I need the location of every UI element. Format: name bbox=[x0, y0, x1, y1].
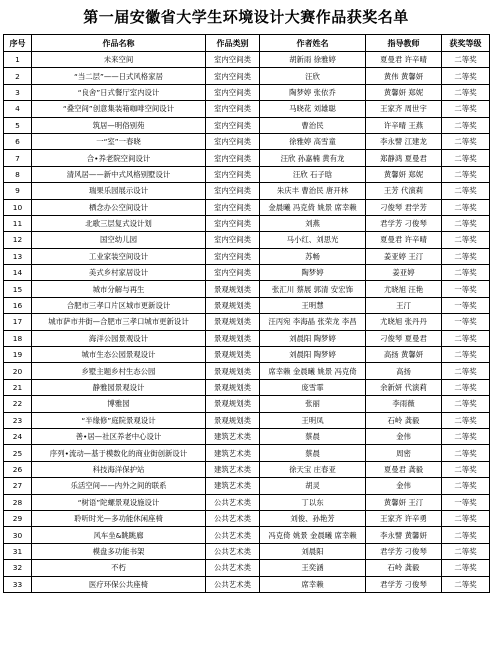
cell-authors: 苏畅 bbox=[260, 248, 366, 264]
table-row bbox=[4, 494, 490, 510]
table-row bbox=[4, 412, 490, 428]
table-row bbox=[4, 265, 490, 281]
cell-number: 8 bbox=[4, 166, 32, 182]
cell-work-name: 栖念办公空间设计 bbox=[32, 199, 206, 215]
cell-award-level: 一等奖 bbox=[442, 314, 490, 330]
cell-award-level: 二等奖 bbox=[442, 150, 490, 166]
cell-authors: 刘晨阳 bbox=[260, 543, 366, 559]
cell-advisors: 黄馨妍 郑妮 bbox=[366, 166, 442, 182]
cell-authors: 冯克倚 姚景 金晨曦 席幸赖 bbox=[260, 527, 366, 543]
cell-authors: 刘晨阳 陶梦婷 bbox=[260, 347, 366, 363]
cell-category: 室内空间类 bbox=[206, 68, 260, 84]
table-row bbox=[4, 379, 490, 395]
cell-work-name: “良舍”日式餐厅室内设计 bbox=[32, 84, 206, 100]
cell-number: 25 bbox=[4, 445, 32, 461]
table-row bbox=[4, 314, 490, 330]
cell-number: 29 bbox=[4, 510, 32, 526]
cell-award-level: 二等奖 bbox=[442, 215, 490, 231]
cell-authors: 汪欣 孙嘉楠 黄有龙 bbox=[260, 150, 366, 166]
table-row bbox=[4, 445, 490, 461]
cell-work-name: 医疗环保公共座椅 bbox=[32, 576, 206, 592]
cell-authors: 胡新雨 徐雅婷 bbox=[260, 52, 366, 68]
table-row bbox=[4, 117, 490, 133]
cell-category: 室内空间类 bbox=[206, 133, 260, 149]
table-row bbox=[4, 576, 490, 592]
cell-authors: 张汇川 蔡展 郭清 安宏饰 bbox=[260, 281, 366, 297]
cell-work-name: 模盘多功能书架 bbox=[32, 543, 206, 559]
table-row bbox=[4, 68, 490, 84]
cell-award-level: 二等奖 bbox=[442, 199, 490, 215]
cell-work-name: 未来空间 bbox=[32, 52, 206, 68]
cell-advisors: 夏曼君 许辛晴 bbox=[366, 52, 442, 68]
cell-category: 公共艺术类 bbox=[206, 510, 260, 526]
cell-work-name: 城市萨市井街—合肥市三孝口城市更新设计 bbox=[32, 314, 206, 330]
cell-number: 21 bbox=[4, 379, 32, 395]
cell-category: 室内空间类 bbox=[206, 232, 260, 248]
cell-advisors: 王汀 bbox=[366, 297, 442, 313]
cell-authors: 徐雅婷 高雪童 bbox=[260, 133, 366, 149]
cell-category: 室内空间类 bbox=[206, 183, 260, 199]
cell-number: 7 bbox=[4, 150, 32, 166]
cell-award-level: 二等奖 bbox=[442, 363, 490, 379]
cell-number: 18 bbox=[4, 330, 32, 346]
cell-award-level: 二等奖 bbox=[442, 166, 490, 182]
cell-number: 15 bbox=[4, 281, 32, 297]
cell-advisors: 李永譬 黄馨妍 bbox=[366, 527, 442, 543]
cell-work-name: 科技海洋保护站 bbox=[32, 461, 206, 477]
cell-authors: 徐天宝 庄春亚 bbox=[260, 461, 366, 477]
cell-category: 室内空间类 bbox=[206, 265, 260, 281]
cell-work-name: 风车坐&眺眺廊 bbox=[32, 527, 206, 543]
cell-award-level: 二等奖 bbox=[442, 560, 490, 576]
cell-advisors: 金伟 bbox=[366, 478, 442, 494]
cell-category: 建筑艺术类 bbox=[206, 445, 260, 461]
table-row bbox=[4, 461, 490, 477]
cell-work-name: 美式乡村家居设计 bbox=[32, 265, 206, 281]
cell-category: 建筑艺术类 bbox=[206, 428, 260, 444]
cell-authors: 陶梦婷 张依乔 bbox=[260, 84, 366, 100]
cell-award-level: 二等奖 bbox=[442, 379, 490, 395]
cell-category: 景观规划类 bbox=[206, 363, 260, 379]
cell-advisors: 高扬 黄馨妍 bbox=[366, 347, 442, 363]
header-work-name: 作品名称 bbox=[32, 35, 206, 52]
cell-award-level: 二等奖 bbox=[442, 183, 490, 199]
cell-work-name: 静雅园景观设计 bbox=[32, 379, 206, 395]
cell-work-name: “叠空间”创意集装箱咖啡空间设计 bbox=[32, 101, 206, 117]
cell-work-name: 不朽 bbox=[32, 560, 206, 576]
header-category: 作品类别 bbox=[206, 35, 260, 52]
cell-award-level: 二等奖 bbox=[442, 510, 490, 526]
cell-award-level: 二等奖 bbox=[442, 543, 490, 559]
cell-work-name: 一“室”一春晓 bbox=[32, 133, 206, 149]
cell-advisors: 王家齐 周世宇 bbox=[366, 101, 442, 117]
table-row bbox=[4, 101, 490, 117]
cell-advisors: 石岭 龚毅 bbox=[366, 412, 442, 428]
cell-award-level: 二等奖 bbox=[442, 396, 490, 412]
cell-advisors: 刁俊琴 夏曼君 bbox=[366, 330, 442, 346]
cell-award-level: 二等奖 bbox=[442, 232, 490, 248]
cell-advisors: 王芳 代演莉 bbox=[366, 183, 442, 199]
cell-category: 景观规划类 bbox=[206, 379, 260, 395]
cell-advisors: 许辛晴 王燕 bbox=[366, 117, 442, 133]
cell-advisors: 姜亚婷 bbox=[366, 265, 442, 281]
cell-authors: 庞雪霏 bbox=[260, 379, 366, 395]
cell-number: 26 bbox=[4, 461, 32, 477]
cell-advisors: 李永譬 江建龙 bbox=[366, 133, 442, 149]
cell-category: 景观规划类 bbox=[206, 297, 260, 313]
cell-work-name: 乡墅主题乡村生态公园 bbox=[32, 363, 206, 379]
cell-advisors: 周密 bbox=[366, 445, 442, 461]
cell-award-level: 二等奖 bbox=[442, 527, 490, 543]
cell-number: 20 bbox=[4, 363, 32, 379]
cell-category: 建筑艺术类 bbox=[206, 461, 260, 477]
table-row bbox=[4, 166, 490, 182]
cell-advisors: 尤晓旭 汪艳 bbox=[366, 281, 442, 297]
cell-award-level: 二等奖 bbox=[442, 68, 490, 84]
cell-advisors: 金伟 bbox=[366, 428, 442, 444]
cell-number: 1 bbox=[4, 52, 32, 68]
cell-authors: 金晨曦 冯克倚 姚景 席幸赖 bbox=[260, 199, 366, 215]
table-row bbox=[4, 248, 490, 264]
cell-category: 公共艺术类 bbox=[206, 543, 260, 559]
cell-authors: 蔡晨 bbox=[260, 445, 366, 461]
cell-authors: 汪欣 bbox=[260, 68, 366, 84]
table-row bbox=[4, 84, 490, 100]
cell-category: 室内空间类 bbox=[206, 84, 260, 100]
cell-category: 景观规划类 bbox=[206, 396, 260, 412]
cell-number: 32 bbox=[4, 560, 32, 576]
cell-work-name: 工业家装空间设计 bbox=[32, 248, 206, 264]
header-award-level: 获奖等级 bbox=[442, 35, 490, 52]
cell-number: 27 bbox=[4, 478, 32, 494]
cell-category: 景观规划类 bbox=[206, 347, 260, 363]
cell-number: 9 bbox=[4, 183, 32, 199]
cell-work-name: 善•居—社区养老中心设计 bbox=[32, 428, 206, 444]
table-row bbox=[4, 330, 490, 346]
cell-authors: 汪欣 石子晗 bbox=[260, 166, 366, 182]
cell-advisors: 君学芳 刁俊琴 bbox=[366, 543, 442, 559]
cell-work-name: “当二层”——日式风格家居 bbox=[32, 68, 206, 84]
cell-work-name: 筑居—明俗别苑 bbox=[32, 117, 206, 133]
cell-work-name: 序列•流动—基于模数化的商业街创新设计 bbox=[32, 445, 206, 461]
cell-number: 6 bbox=[4, 133, 32, 149]
cell-category: 景观规划类 bbox=[206, 314, 260, 330]
cell-award-level: 二等奖 bbox=[442, 330, 490, 346]
table-row bbox=[4, 478, 490, 494]
cell-number: 12 bbox=[4, 232, 32, 248]
cell-advisors: 郑静鸿 夏曼君 bbox=[366, 150, 442, 166]
table-row bbox=[4, 215, 490, 231]
document-title: 第一届安徽省大学生环境设计大赛作品获奖名单 bbox=[83, 8, 409, 26]
cell-number: 30 bbox=[4, 527, 32, 543]
table-row bbox=[4, 543, 490, 559]
cell-authors: 席幸赖 金晨曦 姚景 冯克倚 bbox=[260, 363, 366, 379]
cell-number: 5 bbox=[4, 117, 32, 133]
header-advisors: 指导教师 bbox=[366, 35, 442, 52]
cell-work-name: 合•养老院空间设计 bbox=[32, 150, 206, 166]
cell-authors: 汪丙宛 李海晶 张荣龙 李昌 bbox=[260, 314, 366, 330]
cell-work-name: 博雅园 bbox=[32, 396, 206, 412]
cell-award-level: 二等奖 bbox=[442, 461, 490, 477]
table-row bbox=[4, 363, 490, 379]
cell-work-name: 北歌三层复式设计划 bbox=[32, 215, 206, 231]
cell-advisors: 王家齐 许辛勇 bbox=[366, 510, 442, 526]
cell-advisors: 君学芳 刁俊琴 bbox=[366, 215, 442, 231]
cell-award-level: 二等奖 bbox=[442, 52, 490, 68]
table-row bbox=[4, 150, 490, 166]
cell-work-name: 聆听时光—多功能休闲座椅 bbox=[32, 510, 206, 526]
cell-authors: 王奕涵 bbox=[260, 560, 366, 576]
cell-authors: 张丽 bbox=[260, 396, 366, 412]
header-number: 序号 bbox=[4, 35, 32, 52]
cell-advisors: 夏曼君 龚毅 bbox=[366, 461, 442, 477]
cell-award-level: 二等奖 bbox=[442, 445, 490, 461]
cell-number: 31 bbox=[4, 543, 32, 559]
cell-number: 23 bbox=[4, 412, 32, 428]
cell-category: 室内空间类 bbox=[206, 248, 260, 264]
table-row bbox=[4, 199, 490, 215]
table-row bbox=[4, 560, 490, 576]
cell-category: 景观规划类 bbox=[206, 281, 260, 297]
cell-number: 22 bbox=[4, 396, 32, 412]
cell-work-name: 城市生态公园景观设计 bbox=[32, 347, 206, 363]
cell-category: 室内空间类 bbox=[206, 150, 260, 166]
cell-number: 14 bbox=[4, 265, 32, 281]
cell-category: 景观规划类 bbox=[206, 330, 260, 346]
table-row bbox=[4, 281, 490, 297]
table-row bbox=[4, 428, 490, 444]
cell-authors: 刘晨阳 陶梦婷 bbox=[260, 330, 366, 346]
cell-award-level: 二等奖 bbox=[442, 117, 490, 133]
cell-work-name: 合肥市三孝口片区城市更新设计 bbox=[32, 297, 206, 313]
cell-category: 公共艺术类 bbox=[206, 576, 260, 592]
table-row bbox=[4, 232, 490, 248]
cell-advisors: 李雨薇 bbox=[366, 396, 442, 412]
cell-award-level: 二等奖 bbox=[442, 478, 490, 494]
table-header-row bbox=[4, 35, 490, 52]
cell-authors: 席幸赖 bbox=[260, 576, 366, 592]
cell-number: 4 bbox=[4, 101, 32, 117]
cell-authors: 马小红、刘思光 bbox=[260, 232, 366, 248]
cell-authors: 胡灵 bbox=[260, 478, 366, 494]
cell-advisors: 姜亚婷 王汀 bbox=[366, 248, 442, 264]
cell-advisors: 石岭 龚毅 bbox=[366, 560, 442, 576]
cell-advisors: 高扬 bbox=[366, 363, 442, 379]
cell-number: 10 bbox=[4, 199, 32, 215]
table-row bbox=[4, 133, 490, 149]
cell-work-name: 乐活空间——内外之间的联系 bbox=[32, 478, 206, 494]
cell-authors: 刘俊、孙艳芳 bbox=[260, 510, 366, 526]
cell-authors: 陶梦婷 bbox=[260, 265, 366, 281]
cell-number: 19 bbox=[4, 347, 32, 363]
cell-advisors: 君学芳 刁俊琴 bbox=[366, 576, 442, 592]
cell-authors: 蔡晨 bbox=[260, 428, 366, 444]
cell-number: 3 bbox=[4, 84, 32, 100]
cell-award-level: 二等奖 bbox=[442, 412, 490, 428]
cell-number: 13 bbox=[4, 248, 32, 264]
cell-award-level: 一等奖 bbox=[442, 297, 490, 313]
header-authors: 作者姓名 bbox=[260, 35, 366, 52]
cell-number: 17 bbox=[4, 314, 32, 330]
cell-advisors: 刁俊琴 君学芳 bbox=[366, 199, 442, 215]
cell-number: 11 bbox=[4, 215, 32, 231]
cell-advisors: 尤晓旭 张丹丹 bbox=[366, 314, 442, 330]
cell-award-level: 一等奖 bbox=[442, 281, 490, 297]
cell-category: 室内空间类 bbox=[206, 117, 260, 133]
cell-award-level: 二等奖 bbox=[442, 265, 490, 281]
cell-category: 室内空间类 bbox=[206, 215, 260, 231]
cell-advisors: 黄伟 黄馨妍 bbox=[366, 68, 442, 84]
cell-authors: 丁以东 bbox=[260, 494, 366, 510]
cell-award-level: 二等奖 bbox=[442, 576, 490, 592]
cell-category: 公共艺术类 bbox=[206, 560, 260, 576]
cell-category: 公共艺术类 bbox=[206, 527, 260, 543]
cell-category: 公共艺术类 bbox=[206, 494, 260, 510]
cell-category: 室内空间类 bbox=[206, 52, 260, 68]
table-row bbox=[4, 297, 490, 313]
cell-authors: 刘燕 bbox=[260, 215, 366, 231]
table-row bbox=[4, 527, 490, 543]
cell-advisors: 夏曼君 许辛晴 bbox=[366, 232, 442, 248]
cell-authors: 王明凤 bbox=[260, 412, 366, 428]
cell-award-level: 二等奖 bbox=[442, 428, 490, 444]
cell-work-name: 海洋公园景观设计 bbox=[32, 330, 206, 346]
cell-award-level: 二等奖 bbox=[442, 347, 490, 363]
cell-category: 建筑艺术类 bbox=[206, 478, 260, 494]
cell-category: 室内空间类 bbox=[206, 101, 260, 117]
cell-work-name: 清风居——新中式风格别墅设计 bbox=[32, 166, 206, 182]
cell-award-level: 二等奖 bbox=[442, 84, 490, 100]
cell-number: 33 bbox=[4, 576, 32, 592]
table-row bbox=[4, 183, 490, 199]
cell-award-level: 二等奖 bbox=[442, 101, 490, 117]
cell-advisors: 黄馨妍 郑妮 bbox=[366, 84, 442, 100]
cell-number: 24 bbox=[4, 428, 32, 444]
cell-authors: 曹治民 bbox=[260, 117, 366, 133]
cell-award-level: 一等奖 bbox=[442, 494, 490, 510]
cell-number: 16 bbox=[4, 297, 32, 313]
cell-category: 景观规划类 bbox=[206, 412, 260, 428]
cell-authors: 朱庆丰 曹治民 唐开林 bbox=[260, 183, 366, 199]
table-row bbox=[4, 52, 490, 68]
cell-advisors: 余新妍 代演莉 bbox=[366, 379, 442, 395]
cell-number: 28 bbox=[4, 494, 32, 510]
cell-work-name: “树语”陀螺景观设施设计 bbox=[32, 494, 206, 510]
cell-category: 室内空间类 bbox=[206, 199, 260, 215]
cell-award-level: 二等奖 bbox=[442, 133, 490, 149]
table-row bbox=[4, 396, 490, 412]
table-row bbox=[4, 347, 490, 363]
cell-authors: 马晓花 刘雄聪 bbox=[260, 101, 366, 117]
cell-work-name: 城市分解与再生 bbox=[32, 281, 206, 297]
cell-work-name: “半缘修”庭院景观设计 bbox=[32, 412, 206, 428]
cell-work-name: 瑞果乐园展示设计 bbox=[32, 183, 206, 199]
cell-award-level: 二等奖 bbox=[442, 248, 490, 264]
cell-number: 2 bbox=[4, 68, 32, 84]
awards-table bbox=[3, 34, 490, 593]
table-row bbox=[4, 510, 490, 526]
cell-category: 室内空间类 bbox=[206, 166, 260, 182]
cell-advisors: 黄馨妍 王汀 bbox=[366, 494, 442, 510]
cell-work-name: 国空幼儿园 bbox=[32, 232, 206, 248]
cell-authors: 王明慧 bbox=[260, 297, 366, 313]
